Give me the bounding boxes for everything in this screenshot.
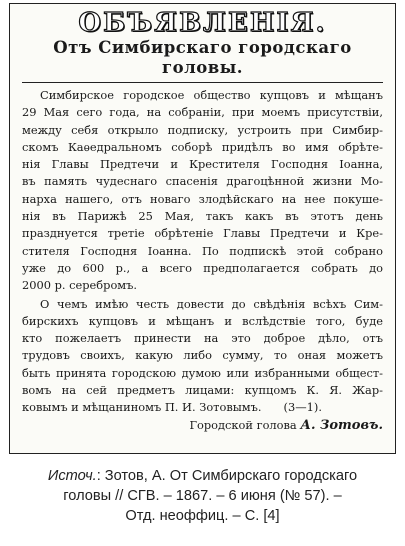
subheading-line-1: Отъ Симбирскаго городскаго [53, 38, 352, 57]
paragraph-1-line: скомъ Каѳедральномъ соборѣ придѣлъ во имя обрѣте- [22, 139, 383, 154]
paragraph-2-final-text: ковымъ и мѣщаниномъ П. И. Зотовымъ. [22, 400, 262, 415]
paragraph-1-line: въ память чудеснаго спасенія драгоцѣнной жизни Мо- [22, 174, 383, 189]
paragraph-2-line: вомъ на сей предметъ лицами: купцомъ К. Я. Жар- [22, 383, 383, 398]
paragraph-1-line: Симбирское городское общество купцовъ и мѣщанъ [40, 88, 383, 102]
caption-line-1-rest: : Зотов, А. От Симбирскаго городскаго [96, 468, 358, 484]
paragraph-1-line: празднуется третіе обрѣтеніе Главы Предтечи и Кре- [22, 226, 383, 241]
source-caption [0, 466, 405, 526]
caption-line-3: Отд. неоффиц. – С. [4] [125, 508, 280, 524]
paragraph-2 [22, 296, 383, 417]
paragraph-2-line: трудовъ своихъ, какую либо сумму, то оная можетъ [22, 348, 383, 363]
caption-line-2: головы // СГВ. – 1867. – 6 июня (№ 57). – [63, 488, 342, 504]
issue-reference: (3—1). [283, 400, 322, 415]
paragraph-2-line: бирскихъ купцовъ и мѣщанъ и вслѣдствіе того, буде [22, 313, 383, 328]
paragraph-1-line: стителя Господня Іоанна. По подпискѣ этой собрано [22, 243, 383, 258]
paragraph-1-line: нарха нашего, отъ новаго злодѣйскаго на нее покуше- [22, 191, 383, 206]
divider [22, 82, 383, 83]
paragraph-1-line: уже до 600 р., а всего предполагается собрать до [22, 260, 383, 275]
paragraph-2-line: быть принята городскою думою или избранными общест- [22, 365, 383, 380]
paragraph-1-line: 2000 р. серебромъ. [22, 278, 138, 293]
paragraph-1-line: нія въ Парижѣ 25 Мая, такъ какъ въ этотъ день [22, 209, 383, 224]
caption-line-1 [0, 466, 405, 486]
signature-row [22, 417, 383, 434]
headline: ОБЪЯВЛЕНІЯ. [78, 8, 327, 38]
newspaper-clipping [9, 3, 396, 454]
subheading-line-2: головы. [161, 58, 243, 77]
paragraph-1-line: между себя открыло подписку, устроить при Симбир- [22, 122, 383, 137]
signature-name: А. Зотовъ. [300, 417, 383, 433]
paragraph-2-line [22, 399, 383, 416]
paragraph-1 [22, 87, 383, 295]
signature-label: Городской голова [189, 417, 297, 432]
paragraph-2-line: кто пожелаетъ принести на это доброе дѣло, отъ [22, 331, 383, 346]
source-label: Источ. [47, 468, 97, 484]
paragraph-1-line: нія Главы Предтечи и Крестителя Господня Іоанна, [22, 157, 383, 172]
paragraph-2-line: О чемъ имѣю честь довести до свѣдѣнія всѣхъ Сим- [40, 296, 383, 311]
paragraph-1-line: 29 Мая сего года, на собраніи, при моемъ присутствіи, [22, 105, 383, 120]
